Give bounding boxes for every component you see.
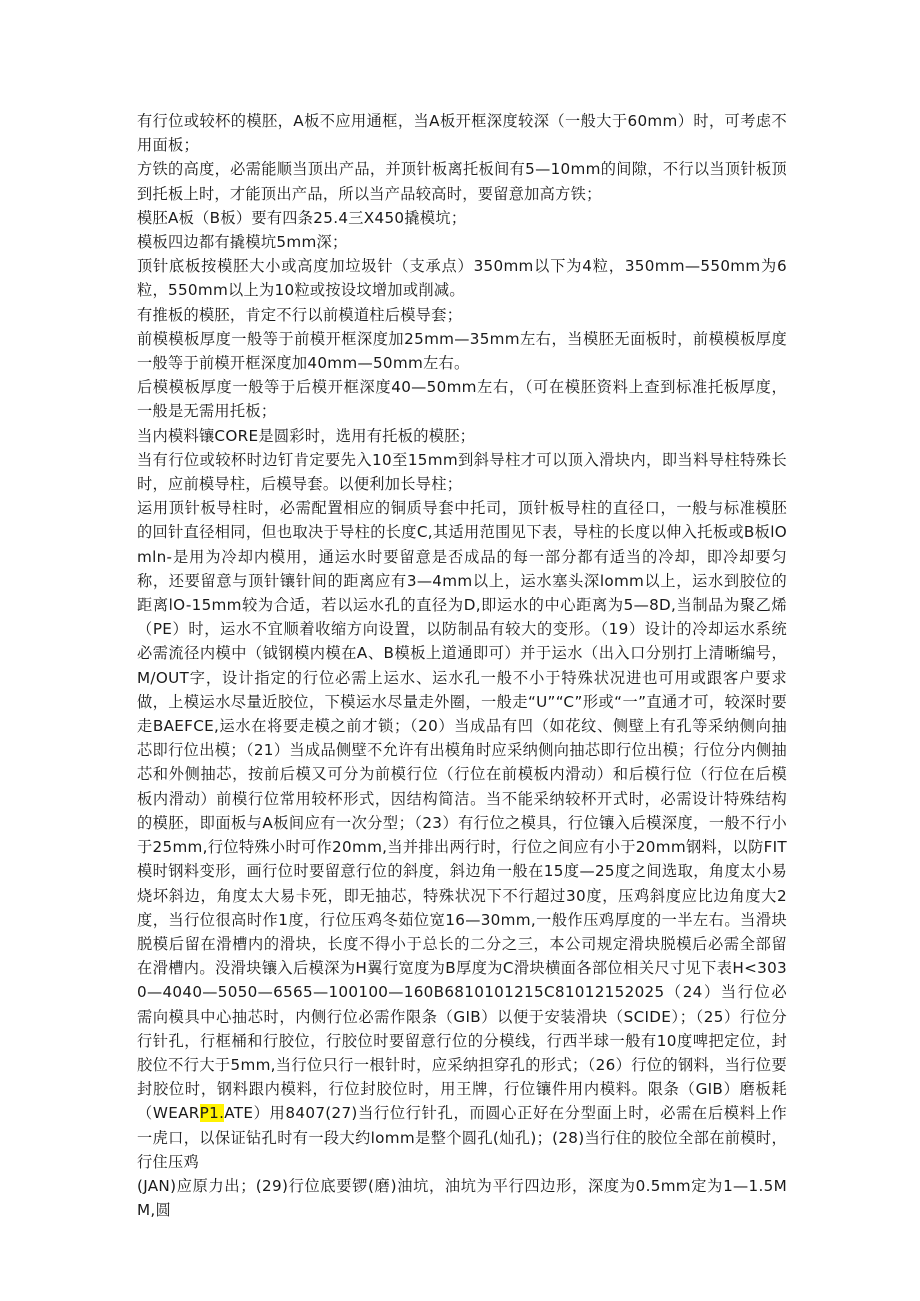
highlighted-text: P1. (199, 1104, 225, 1123)
paragraph-3: 模胚A板（B板）要有四条25.4三X450撬模坑； (137, 208, 467, 227)
paragraph-2: 方铁的高度，必需能顺当顶出产品，并顶针板离托板间有5—10mm的间隙，不行以当顶针板顶到托板上时，才能顶出产品，所以当产品较高时，要留意加高方铁； (137, 160, 787, 203)
paragraph-11-text-after: ATE）用8407(27)当行位行针孔，而圆心正好在分型面上时，必需在后模料上作一虎口，以保证钻孔时有一段大约lomm是整个圆孔(灿孔)；(28)当行住的胶位全部在前模时，行住压鸡 (137, 1104, 787, 1171)
paragraph-11 (137, 496, 787, 1174)
document-body (137, 109, 787, 1222)
paragraph-5: 顶针底板按模胚大小或高度加垃圾针（支承点）350mm以下为4粒，350mm—550mm为6粒，550mm以上为10粒或按设坟增加或削减。 (137, 257, 787, 300)
paragraph-6: 有推板的模胚，肯定不行以前模道柱后模导套； (137, 305, 463, 324)
paragraph-11-text: 运用顶针板导柱时，必需配置相应的铜质导套中托司，顶针板导柱的直径口，一般与标准模胚的回针直径相同，但也取决于导柱的长度C,其适用范围见下表，导柱的长度以伸入托板或B板lOmln-是用为冷却内模用，通运水时要留意是否成品的每一部分都有适当的冷却，即冷却要匀称，还要留意与顶针镶针间的距离应有3—4mm以上，运水塞头深lomm以上，运水到胶位的距离lO-15mm较为合适，若以运水孔的直径为D,即运水的中心距离为5—8D,当制品为聚乙烯（PE）时，运水不宜顺着收缩方向设置，以防制品有较大的变形。（19）设计的冷却运水系统必需流径内模中（钺钢模内模在A、B模板上道通即可）并于运水（出入口分别打上清晰编号，M/OUT字，设计指定的行位必需上运水、运水孔一般不小于特殊状况进也可用或跟客户要求做，上模运水尽量近胶位，下模运水尽量走外圈，一般走“U”“C”形或“一”直通才可，较深时要走BAEFCE,运水在将要走模之前才锁；（20）当成品有凹（如花纹、侧壁上有孔等采纳侧向抽芯即行位出模；（21）当成品侧壁不允许有出模角时应采纳侧向抽芯即行位出模；行位分内侧抽芯和外侧抽芯，按前后模又可分为前模行位（行位在前模板内滑动）和后模行位（行位在后模板内滑动）前模行位常用较杯形式，因结构简洁。当不能采纳较杯开式时，必需设计特殊结构的模胚，即面板与A板间应有一次分型；（23）有行位之模具，行位镶入后模深度，一般不行小于25mm,行位特殊小时可作20mm,当并排出两行时，行位之间应有小于20mm钢料，以防FIT模时钢料变形，画行位时要留意行位的斜度，斜边角一般在15度—25度之间选取，角度太小易烧坏斜边，角度太大易卡死，即无抽芯，特殊状况下不行超过30度，压鸡斜度应比边角度大2度，当行位很高时作1度，行位压鸡冬茹位宽16—30mm,一般作压鸡厚度的一半左右。当滑块脱模后留在滑槽内的滑块，长度不得小于总长的二分之三，本公司规定滑块脱模后必需全部留在滑槽内。没滑块镶入后模深为H翼行宽度为B厚度为C滑块横面各部位相关尺寸见下表H<3030—4040—5050—6565—100100—160B6810101215C81012152025（24）当行位必需向模具中心抽芯时，内侧行位必需作限条（GIB）以便于安装滑块（SCIDE）；（25）行位分行针孔，行框桶和行胶位，行胶位时要留意行位的分模线，行西半球一般有10度啤把定位，封胶位不行大于5mm,当行位只行一根针时，应采纳担穿孔的形式；（26）行位的钢料，当行位要封胶位时，钢料跟内模料，行位封胶位时，用王牌，行位镶件用内模料。限条（GIB）磨板耗（WEAR (137, 499, 787, 1123)
paragraph-4: 模板四边都有撬模坑5mm深； (137, 233, 348, 252)
paragraph-9: 当内模料镶CORE是圆彩时，选用有托板的模胚； (137, 426, 476, 445)
paragraph-7: 前模模板厚度一般等于前模开框深度加25mm—35mm左右，当模胚无面板时，前模模板厚度一般等于前模开框深度加40mm—50mm左右。 (137, 329, 787, 373)
paragraph-10: 当有行位或较杯时边钉肯定要先入10至15mm到斜导柱才可以顶入滑块内，即当料导柱特殊长时，应前模导柱，后模导套。以便利加长导柱； (137, 450, 787, 494)
paragraph-8: 后模模板厚度一般等于后模开框深度40—50mm左右，（可在模胚资料上查到标准托板厚度，一般是无需用托板； (137, 378, 787, 421)
paragraph-12: (JAN)应原力出；(29)行位底要锣(磨)油坑，油坑为平行四边形，深度为0.5mm定为1—1.5MM,圆 (137, 1176, 787, 1220)
paragraph-1: 有行位或较杯的模胚，A板不应用通框，当A板开框深度较深（一般大于60mm）时，可考虑不用面板； (137, 112, 787, 155)
